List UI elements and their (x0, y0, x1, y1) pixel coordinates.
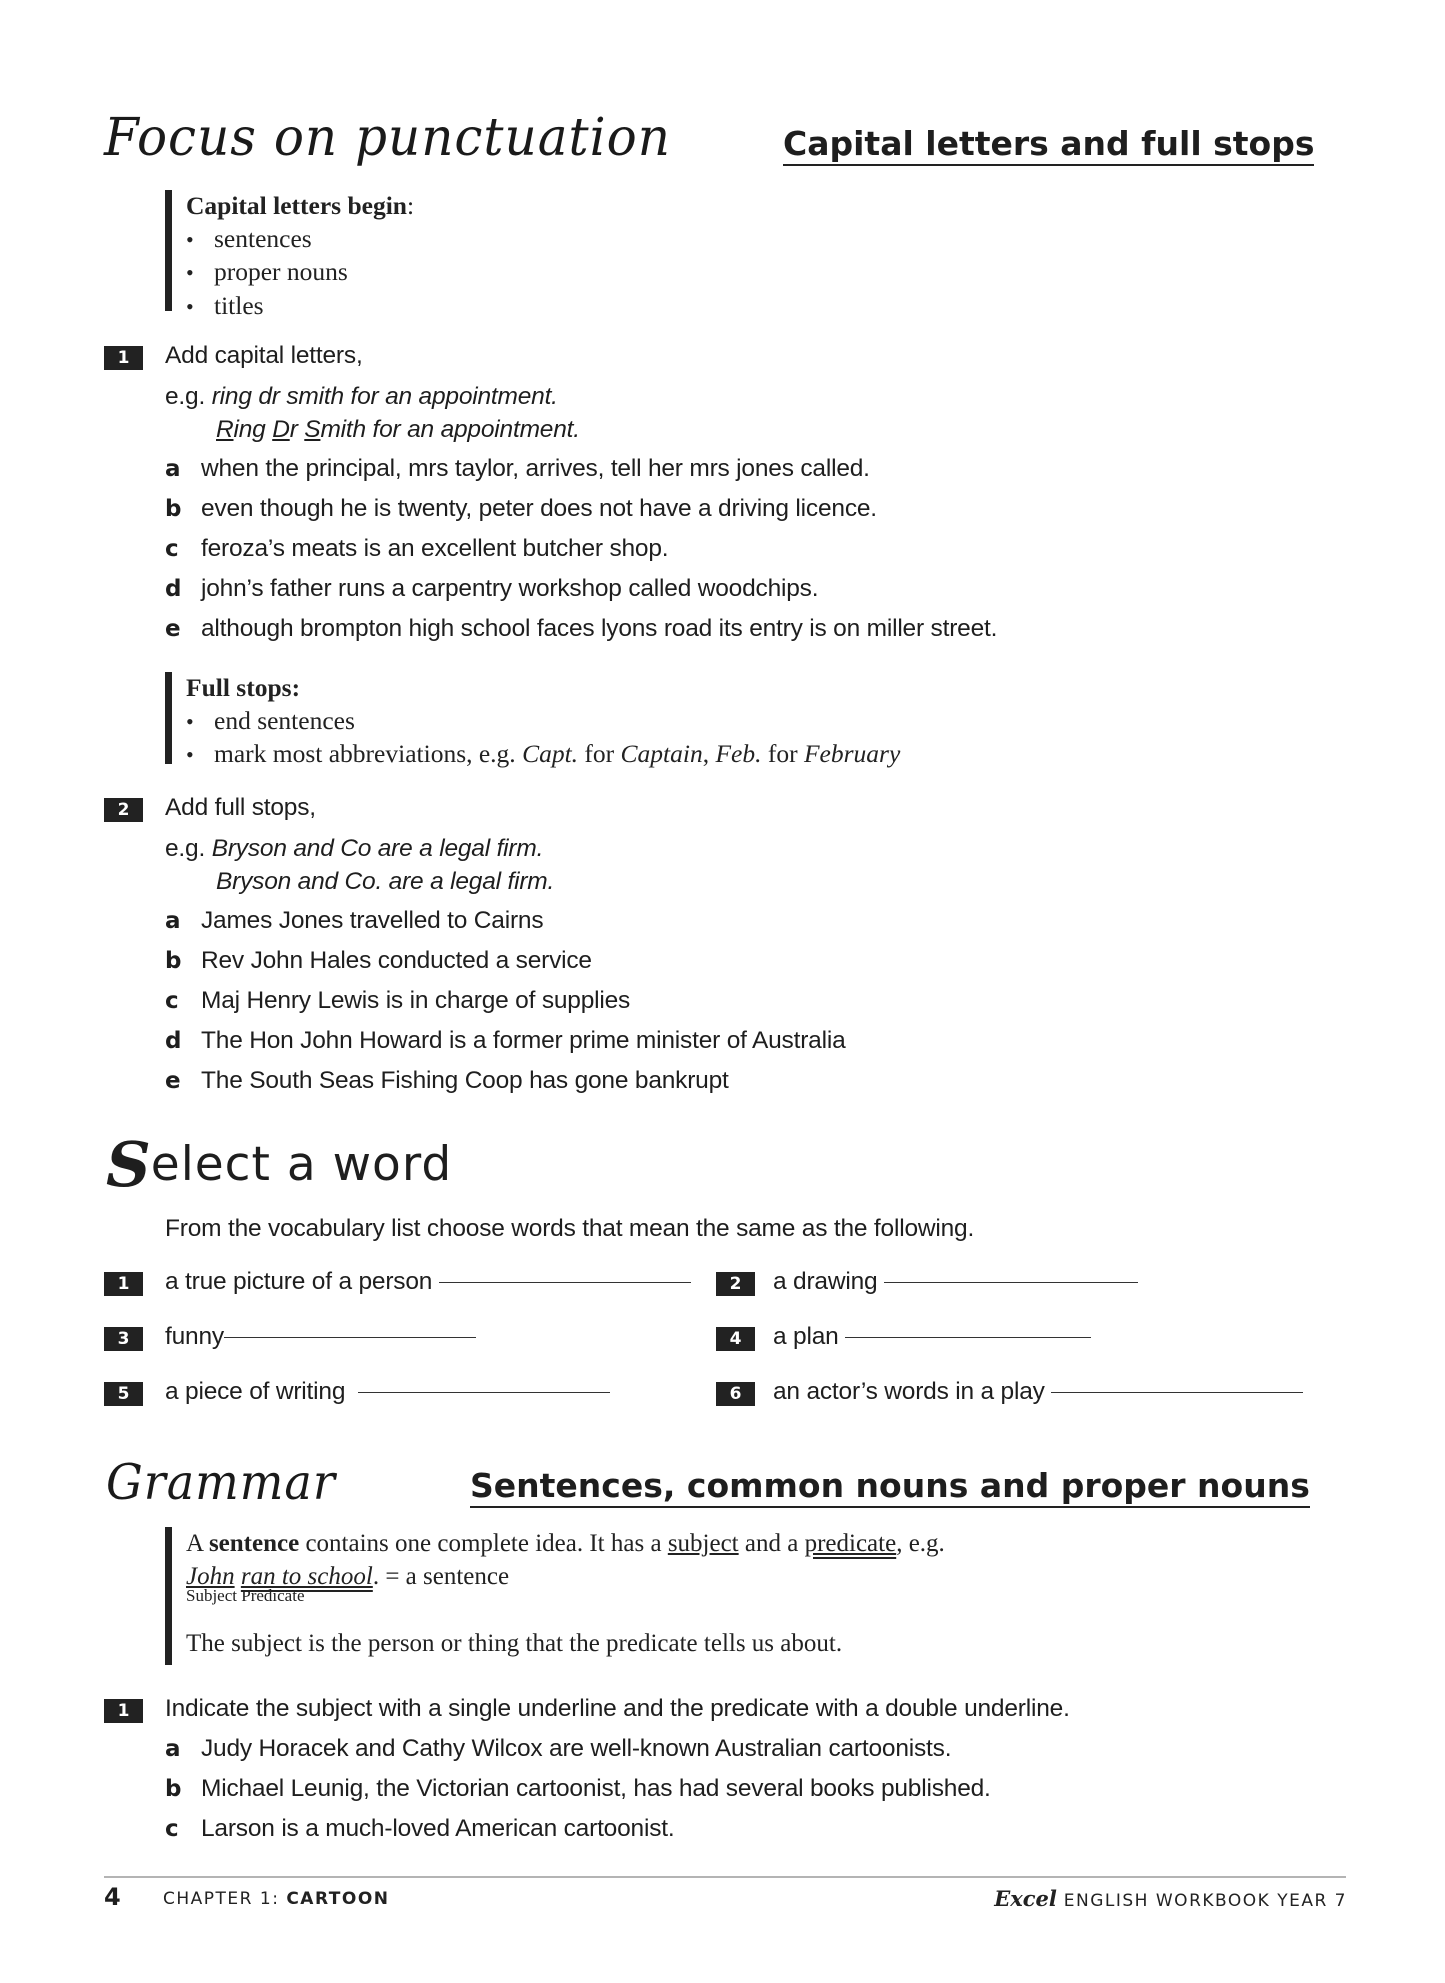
rule-example: John ran to school. = a sentence (186, 1563, 510, 1590)
rule-box-sentence (165, 1527, 945, 1665)
rule-bullet: • proper nouns (186, 256, 414, 290)
question-instruction: Add capital letters, (165, 342, 363, 369)
vocab-item: funny (165, 1323, 476, 1351)
page-number: 4 (104, 1883, 121, 1911)
example-after: Bryson and Co. are a legal firm. (216, 868, 555, 895)
answer-blank[interactable] (439, 1281, 691, 1283)
exercise-item: b Rev John Hales conducted a service (165, 947, 592, 974)
example-before: e.g. Bryson and Co are a legal firm. (165, 835, 544, 862)
footer-divider (104, 1876, 1346, 1878)
example-after: Ring Dr Smith for an appointment. (216, 416, 580, 443)
rule-heading: Full stops: (186, 673, 301, 702)
question-number-box: 1 (104, 1699, 143, 1723)
question-number-box: 1 (104, 1272, 143, 1296)
exercise-item: e The South Seas Fishing Coop has gone bankrupt (165, 1067, 729, 1094)
section-subtitle-capitals-fullstops: Capital letters and full stops (783, 124, 1314, 166)
question-number-box: 2 (104, 798, 143, 822)
exercise-item: b Michael Leunig, the Victorian cartoonist, has had several books published. (165, 1775, 991, 1802)
rule-example-labels: Subject Predicate (186, 1586, 305, 1605)
question-instruction: Indicate the subject with a single underline and the predicate with a double underline. (165, 1695, 1070, 1722)
section-title-select-word: Select a word (106, 1128, 453, 1201)
question-number-box: 5 (104, 1382, 143, 1406)
footer-chapter: CHAPTER 1: CARTOON (163, 1889, 390, 1909)
rule-box-full-stops (165, 672, 901, 768)
question-number-box: 4 (716, 1327, 755, 1351)
exercise-item: c Maj Henry Lewis is in charge of supplies (165, 987, 631, 1014)
question-number-box: 6 (716, 1382, 755, 1406)
vocab-item: a true picture of a person (165, 1268, 691, 1296)
rule-subject-explanation: The subject is the person or thing that the predicate tells us about. (186, 1630, 843, 1657)
vocab-item: a piece of writing (165, 1378, 610, 1406)
exercise-item: d The Hon John Howard is a former prime minister of Australia (165, 1027, 846, 1054)
select-word-instruction: From the vocabulary list choose words that mean the same as the following. (165, 1215, 975, 1242)
footer-book-title: Excel ENGLISH WORKBOOK YEAR 7 (994, 1886, 1347, 1911)
rule-bullet: • titles (186, 290, 414, 324)
vocab-item: an actor’s words in a play (773, 1378, 1303, 1406)
rule-sentence-definition: A sentence contains one complete idea. It has a subject and a predicate, e.g. (186, 1530, 945, 1557)
answer-blank[interactable] (224, 1336, 476, 1338)
section-title-punctuation: Focus on punctuation (104, 106, 671, 168)
rule-bullet: • sentences (186, 223, 414, 257)
exercise-item: a James Jones travelled to Cairns (165, 907, 544, 934)
rule-box-capital-letters (165, 190, 415, 320)
exercise-item: a when the principal, mrs taylor, arrives, tell her mrs jones called. (165, 455, 870, 482)
example-before: e.g. ring dr smith for an appointment. (165, 383, 558, 410)
exercise-item: d john’s father runs a carpentry workshop called woodchips. (165, 575, 819, 602)
rule-heading: Capital letters begin: (186, 191, 415, 220)
vocab-item: a plan (773, 1323, 1091, 1351)
exercise-item: e although brompton high school faces lyons road its entry is on miller street. (165, 615, 998, 642)
answer-blank[interactable] (884, 1281, 1138, 1283)
question-instruction: Add full stops, (165, 794, 316, 821)
question-number-box: 3 (104, 1327, 143, 1351)
question-number-box: 1 (104, 346, 143, 370)
brand-logo: Excel (994, 1886, 1057, 1911)
answer-blank[interactable] (845, 1336, 1091, 1338)
vocab-item: a drawing (773, 1268, 1138, 1296)
rule-bullet: • mark most abbreviations, e.g. Capt. for Captain, Feb. for February (186, 738, 900, 772)
section-subtitle-sentences-nouns: Sentences, common nouns and proper nouns (470, 1466, 1310, 1508)
rule-bullet: • end sentences (186, 705, 900, 739)
exercise-item: a Judy Horacek and Cathy Wilcox are well-known Australian cartoonists. (165, 1735, 952, 1762)
question-number-box: 2 (716, 1272, 755, 1296)
answer-blank[interactable] (358, 1391, 610, 1393)
section-title-grammar: Grammar (106, 1453, 336, 1511)
answer-blank[interactable] (1051, 1391, 1303, 1393)
exercise-item: b even though he is twenty, peter does not have a driving licence. (165, 495, 877, 522)
exercise-item: c feroza’s meats is an excellent butcher shop. (165, 535, 669, 562)
exercise-item: c Larson is a much-loved American cartoonist. (165, 1815, 675, 1842)
